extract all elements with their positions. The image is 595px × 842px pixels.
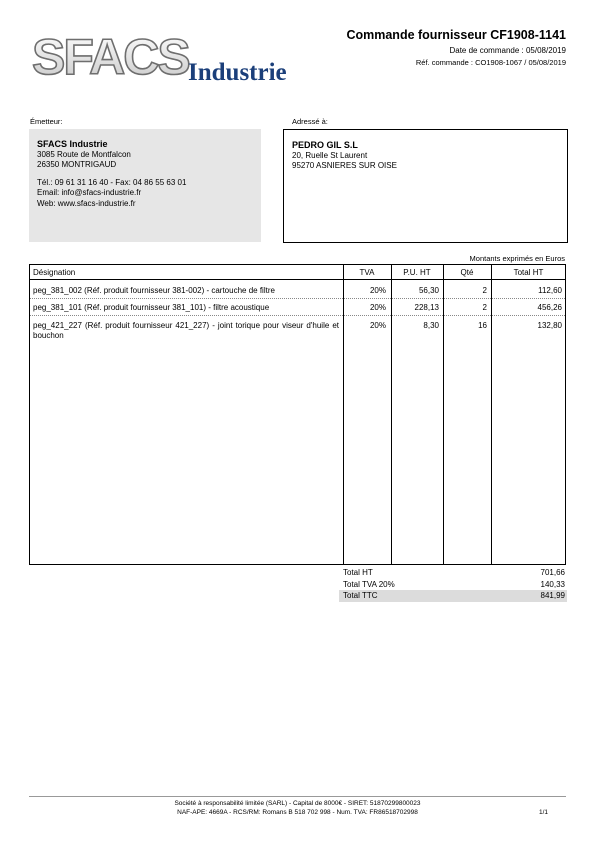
order-reference: Réf. commande : CO1908-1067 / 05/08/2019 (415, 58, 566, 67)
total-tva-value: 140,33 (540, 579, 565, 589)
document-title: Commande fournisseur CF1908-1141 (346, 28, 566, 42)
table-row-tva: 20% (369, 303, 386, 312)
table-row-designation: peg_381_101 (Réf. produit fournisseur 381_101) - filtre acoustique (33, 303, 270, 312)
total-ht-row (339, 567, 567, 579)
sender-name: SFACS Industrie (37, 139, 108, 149)
sender-email: Email: info@sfacs-industrie.fr (37, 188, 142, 197)
order-lines-table (29, 264, 566, 565)
total-ht-label: Total HT (343, 568, 373, 577)
total-ttc-row (339, 590, 567, 602)
sender-box (29, 129, 261, 242)
table-row-quantity: 2 (482, 303, 487, 312)
footer-legal-line1: Société à responsabilité limitée (SARL) - Capital de 8000€ - SIRET: 51870299800023 (174, 800, 421, 807)
table-row-total: 132,80 (537, 321, 562, 330)
recipient-label: Adressé à: (292, 117, 328, 126)
total-tva-label: Total TVA 20% (343, 579, 395, 589)
footer-legal-line2: NAF-APE: 4669A - RCS/RM: Romans B 518 702 998 - Num. TVA: FR86518702998 (177, 809, 418, 816)
table-row-total: 456,26 (537, 303, 562, 312)
recipient-address-line2: 95270 ASNIERES SUR OISE (292, 161, 397, 170)
total-ttc-value: 841,99 (540, 591, 565, 600)
sender-phone: Tél.: 09 61 31 16 40 - Fax: 04 86 55 63 01 (37, 177, 187, 187)
header-quantity: Qté (460, 268, 474, 277)
logo-main-text: SFACS (32, 30, 189, 85)
table-row-designation: peg_381_002 (Réf. produit fournisseur 381-002) - cartouche de filtre (33, 286, 275, 295)
sender-web: Web: www.sfacs-industrie.fr (37, 198, 136, 208)
company-logo (30, 30, 320, 85)
header-tva: TVA (359, 268, 375, 277)
header-total: Total HT (513, 268, 544, 277)
order-date: Date de commande : 05/08/2019 (449, 46, 566, 55)
sender-address-line1: 3085 Route de Montfalcon (37, 149, 131, 159)
logo-sub-text: Industrie (188, 59, 287, 85)
table-row-unit-price: 56,30 (418, 286, 439, 295)
sender-address-line2: 26350 MONTRIGAUD (37, 160, 117, 169)
total-ttc-label: Total TTC (343, 591, 378, 600)
table-row-tva: 20% (369, 321, 386, 330)
total-tva-row (339, 579, 567, 591)
sender-label: Émetteur: (30, 117, 63, 126)
recipient-name: PEDRO GIL S.L (292, 140, 358, 150)
table-row-unit-price: 228,13 (414, 303, 439, 312)
total-ht-value: 701,66 (540, 568, 565, 577)
table-row-quantity: 16 (478, 321, 487, 330)
row-separator (30, 298, 565, 299)
recipient-box (283, 129, 568, 243)
page-number: 1/1 (538, 809, 548, 816)
header-unit-price: P.U. HT (403, 268, 431, 277)
footer-divider (29, 796, 566, 797)
currency-note: Montants exprimés en Euros (469, 254, 565, 263)
sfacs-logo-graphic (30, 30, 320, 85)
totals-block (339, 567, 567, 602)
header-designation: Désignation (33, 268, 76, 277)
table-row-quantity: 2 (482, 286, 487, 295)
recipient-address-line1: 20, Ruelle St Laurent (292, 150, 368, 160)
table-row-designation: peg_421_227 (Réf. produit fournisseur 421_227) - joint torique pour viseur d'huile et bouchon (33, 321, 339, 340)
row-separator (30, 315, 565, 316)
table-row-total: 112,60 (538, 286, 562, 295)
table-row-tva: 20% (369, 286, 386, 295)
table-row-unit-price: 8,30 (423, 321, 439, 330)
